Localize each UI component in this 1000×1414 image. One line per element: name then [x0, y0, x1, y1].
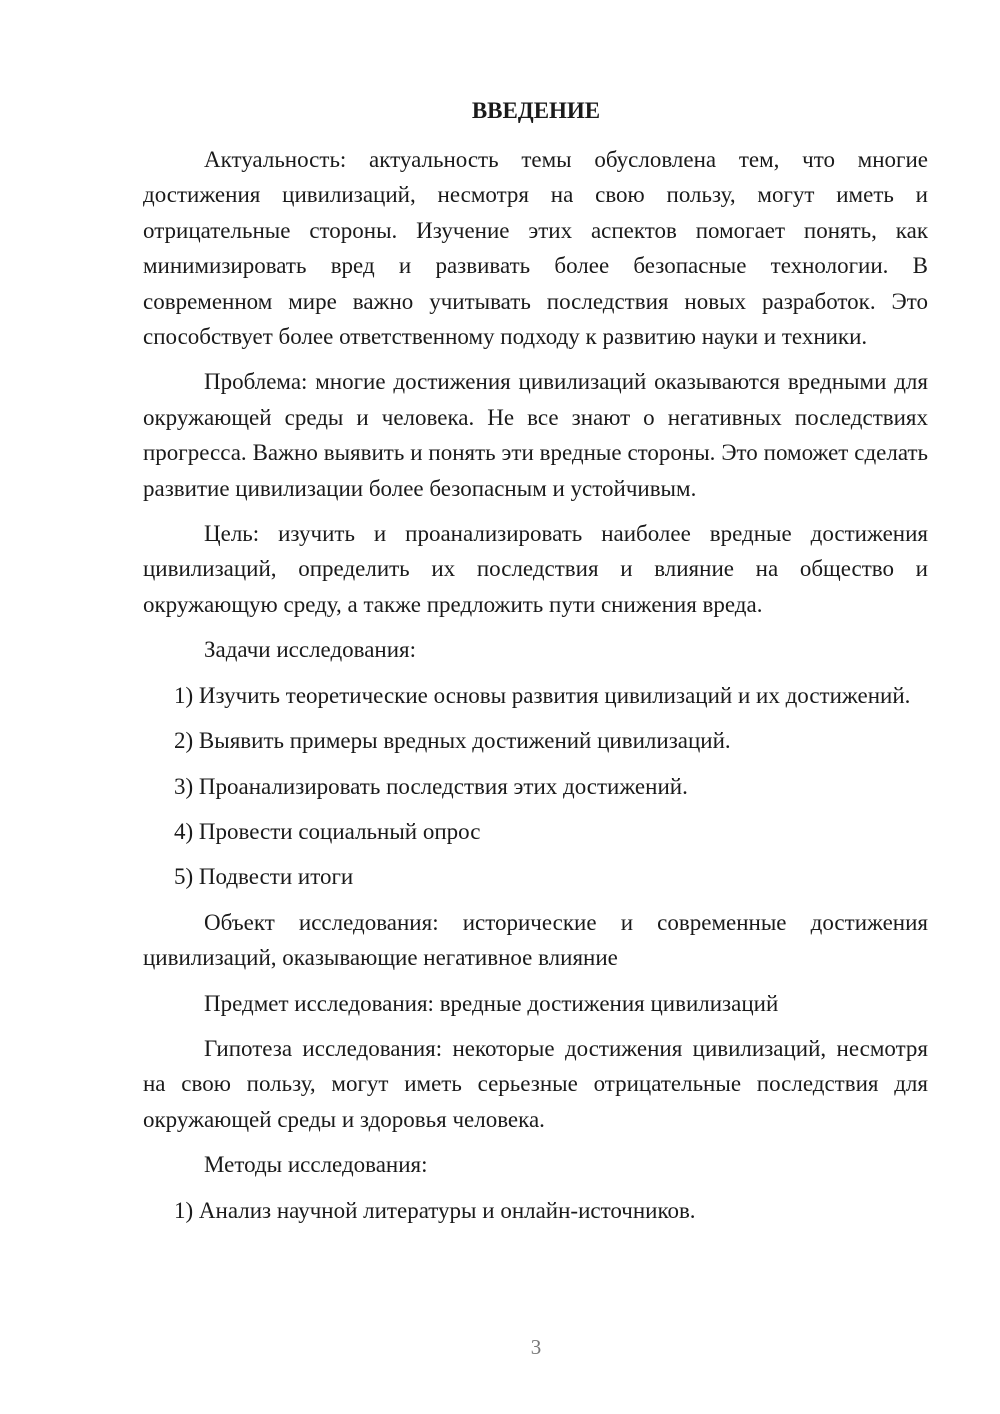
- paragraph-tasks-heading: Задачи исследования:: [204, 637, 417, 663]
- task-item-4: 4) Провести социальный опрос: [174, 818, 481, 844]
- paragraph-goal: Цель: изучить и проанализировать наиболее вредные достижения цивилизаций, определить их последствия и влияние на общество и окружающую среду, а также предложить пути снижения вреда.: [143, 521, 928, 617]
- paragraph-problem: Проблема: многие достижения цивилизаций оказываются вредными для окружающей среды и человека. Не все знают о негативных последствиях прогресса. Важно выявить и понять эти вредные стороны. Это поможет сделать развитие цивилизации более безопасным и устойчивым.: [143, 369, 928, 501]
- document-body: [143, 142, 928, 1228]
- task-item-5: 5) Подвести итоги: [174, 864, 354, 890]
- paragraph-subject: Предмет исследования: вредные достижения цивилизаций: [204, 990, 779, 1016]
- paragraph-hypothesis: Гипотеза исследования: некоторые достижения цивилизаций, несмотря на свою пользу, могут иметь серьезные отрицательные последствия для окружающей среды и здоровья человека.: [143, 1035, 928, 1132]
- paragraph-relevance: Актуальность: актуальность темы обусловлена тем, что многие достижения цивилизаций, несмотря на свою пользу, могут иметь и отрицательные стороны. Изучение этих аспектов помогает понять, как минимизировать вред и развивать более безопасные технологии. В современном мире важно учитывать последствия новых разработок. Это способствует более ответственному подходу к развитию науки и техники.: [143, 147, 928, 350]
- task-item-1: 1) Изучить теоретические основы развития цивилизаций и их достижений.: [174, 682, 911, 708]
- task-item-3: 3) Проанализировать последствия этих достижений.: [174, 773, 688, 799]
- method-item-1: 1) Анализ научной литературы и онлайн-источников.: [174, 1197, 696, 1223]
- task-item-2: 2) Выявить примеры вредных достижений цивилизаций.: [174, 728, 731, 754]
- paragraph-methods-heading: Методы исследования:: [204, 1152, 428, 1178]
- paragraph-object: Объект исследования: исторические и современные достижения цивилизаций, оказывающие негативное влияние: [143, 909, 928, 971]
- section-title: ВВЕДЕНИЕ: [471, 98, 601, 123]
- page-number: 3: [530, 1335, 542, 1359]
